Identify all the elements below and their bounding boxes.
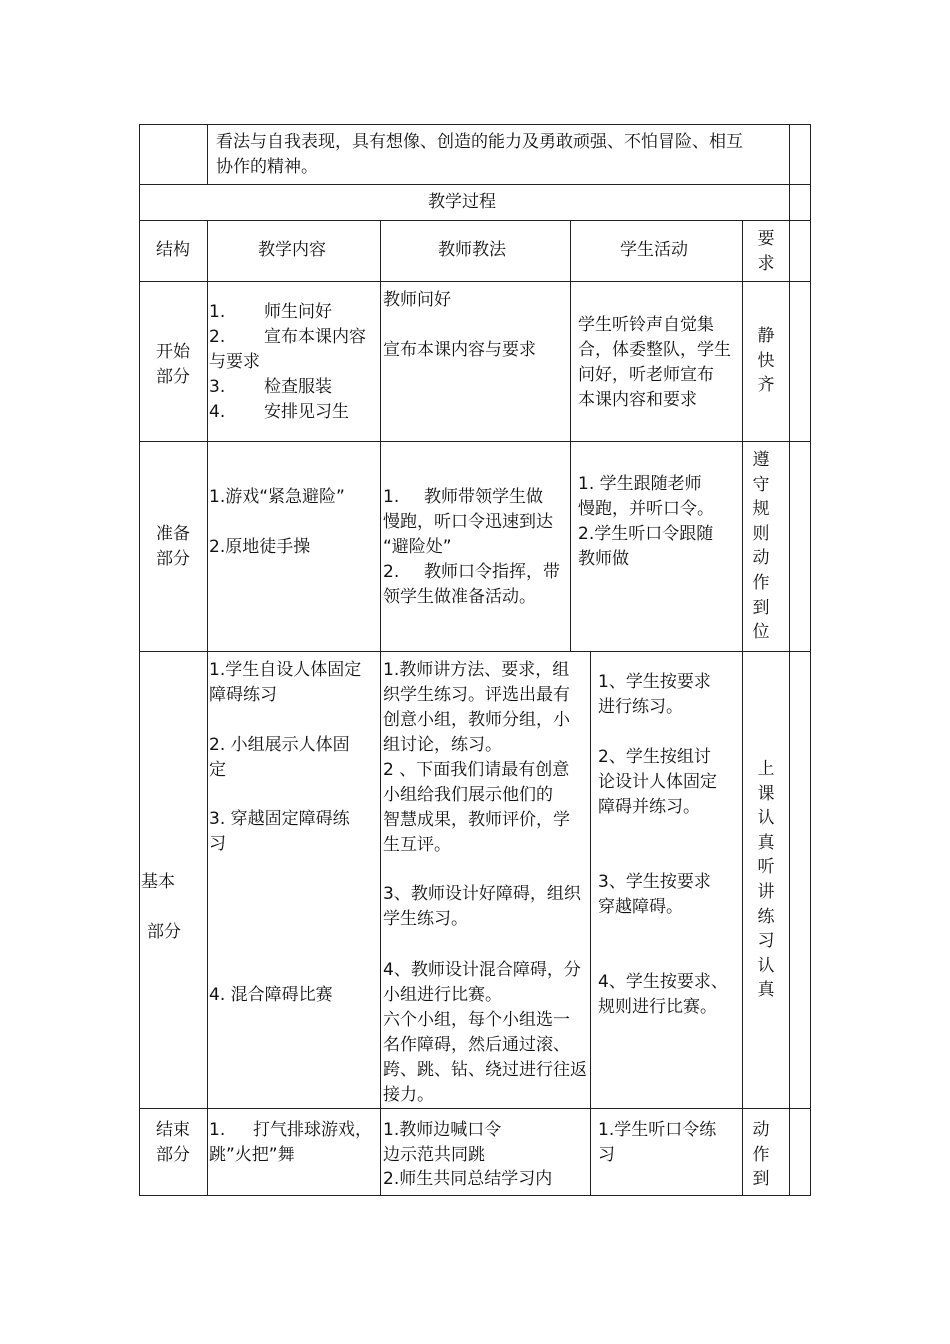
prep-requirement: 遵 守 规 则 动 作 到 位 — [752, 450, 770, 643]
main-structure-1: 基本 — [141, 872, 175, 892]
end-requirement: 动 作 到 — [752, 1120, 770, 1190]
header-student: 学生活动 — [620, 240, 688, 260]
header-structure: 结构 — [156, 240, 190, 260]
prep-structure-1: 准备 — [156, 524, 190, 544]
intro-line-1: 看法与自我表现，具有想像、创造的能力及勇敢顽强、不怕冒险、相互 — [216, 132, 743, 152]
section-title: 教学过程 — [428, 192, 496, 212]
header-content: 教学内容 — [258, 240, 326, 260]
main-requirement: 上 课 认 真 听 讲 练 习 认 真 — [757, 759, 775, 1001]
intro-line-2: 协作的精神。 — [216, 157, 318, 177]
prep-structure-2: 部分 — [156, 549, 190, 569]
header-requirement: 要 求 — [757, 229, 775, 274]
end-structure-2: 部分 — [156, 1145, 190, 1165]
main-structure-2: 部分 — [147, 922, 181, 942]
header-teacher: 教师教法 — [438, 240, 506, 260]
start-structure-2: 部分 — [156, 367, 190, 387]
start-structure-1: 开始 — [156, 342, 190, 362]
end-structure-1: 结束 — [156, 1120, 190, 1140]
start-requirement: 静 快 齐 — [757, 326, 775, 396]
